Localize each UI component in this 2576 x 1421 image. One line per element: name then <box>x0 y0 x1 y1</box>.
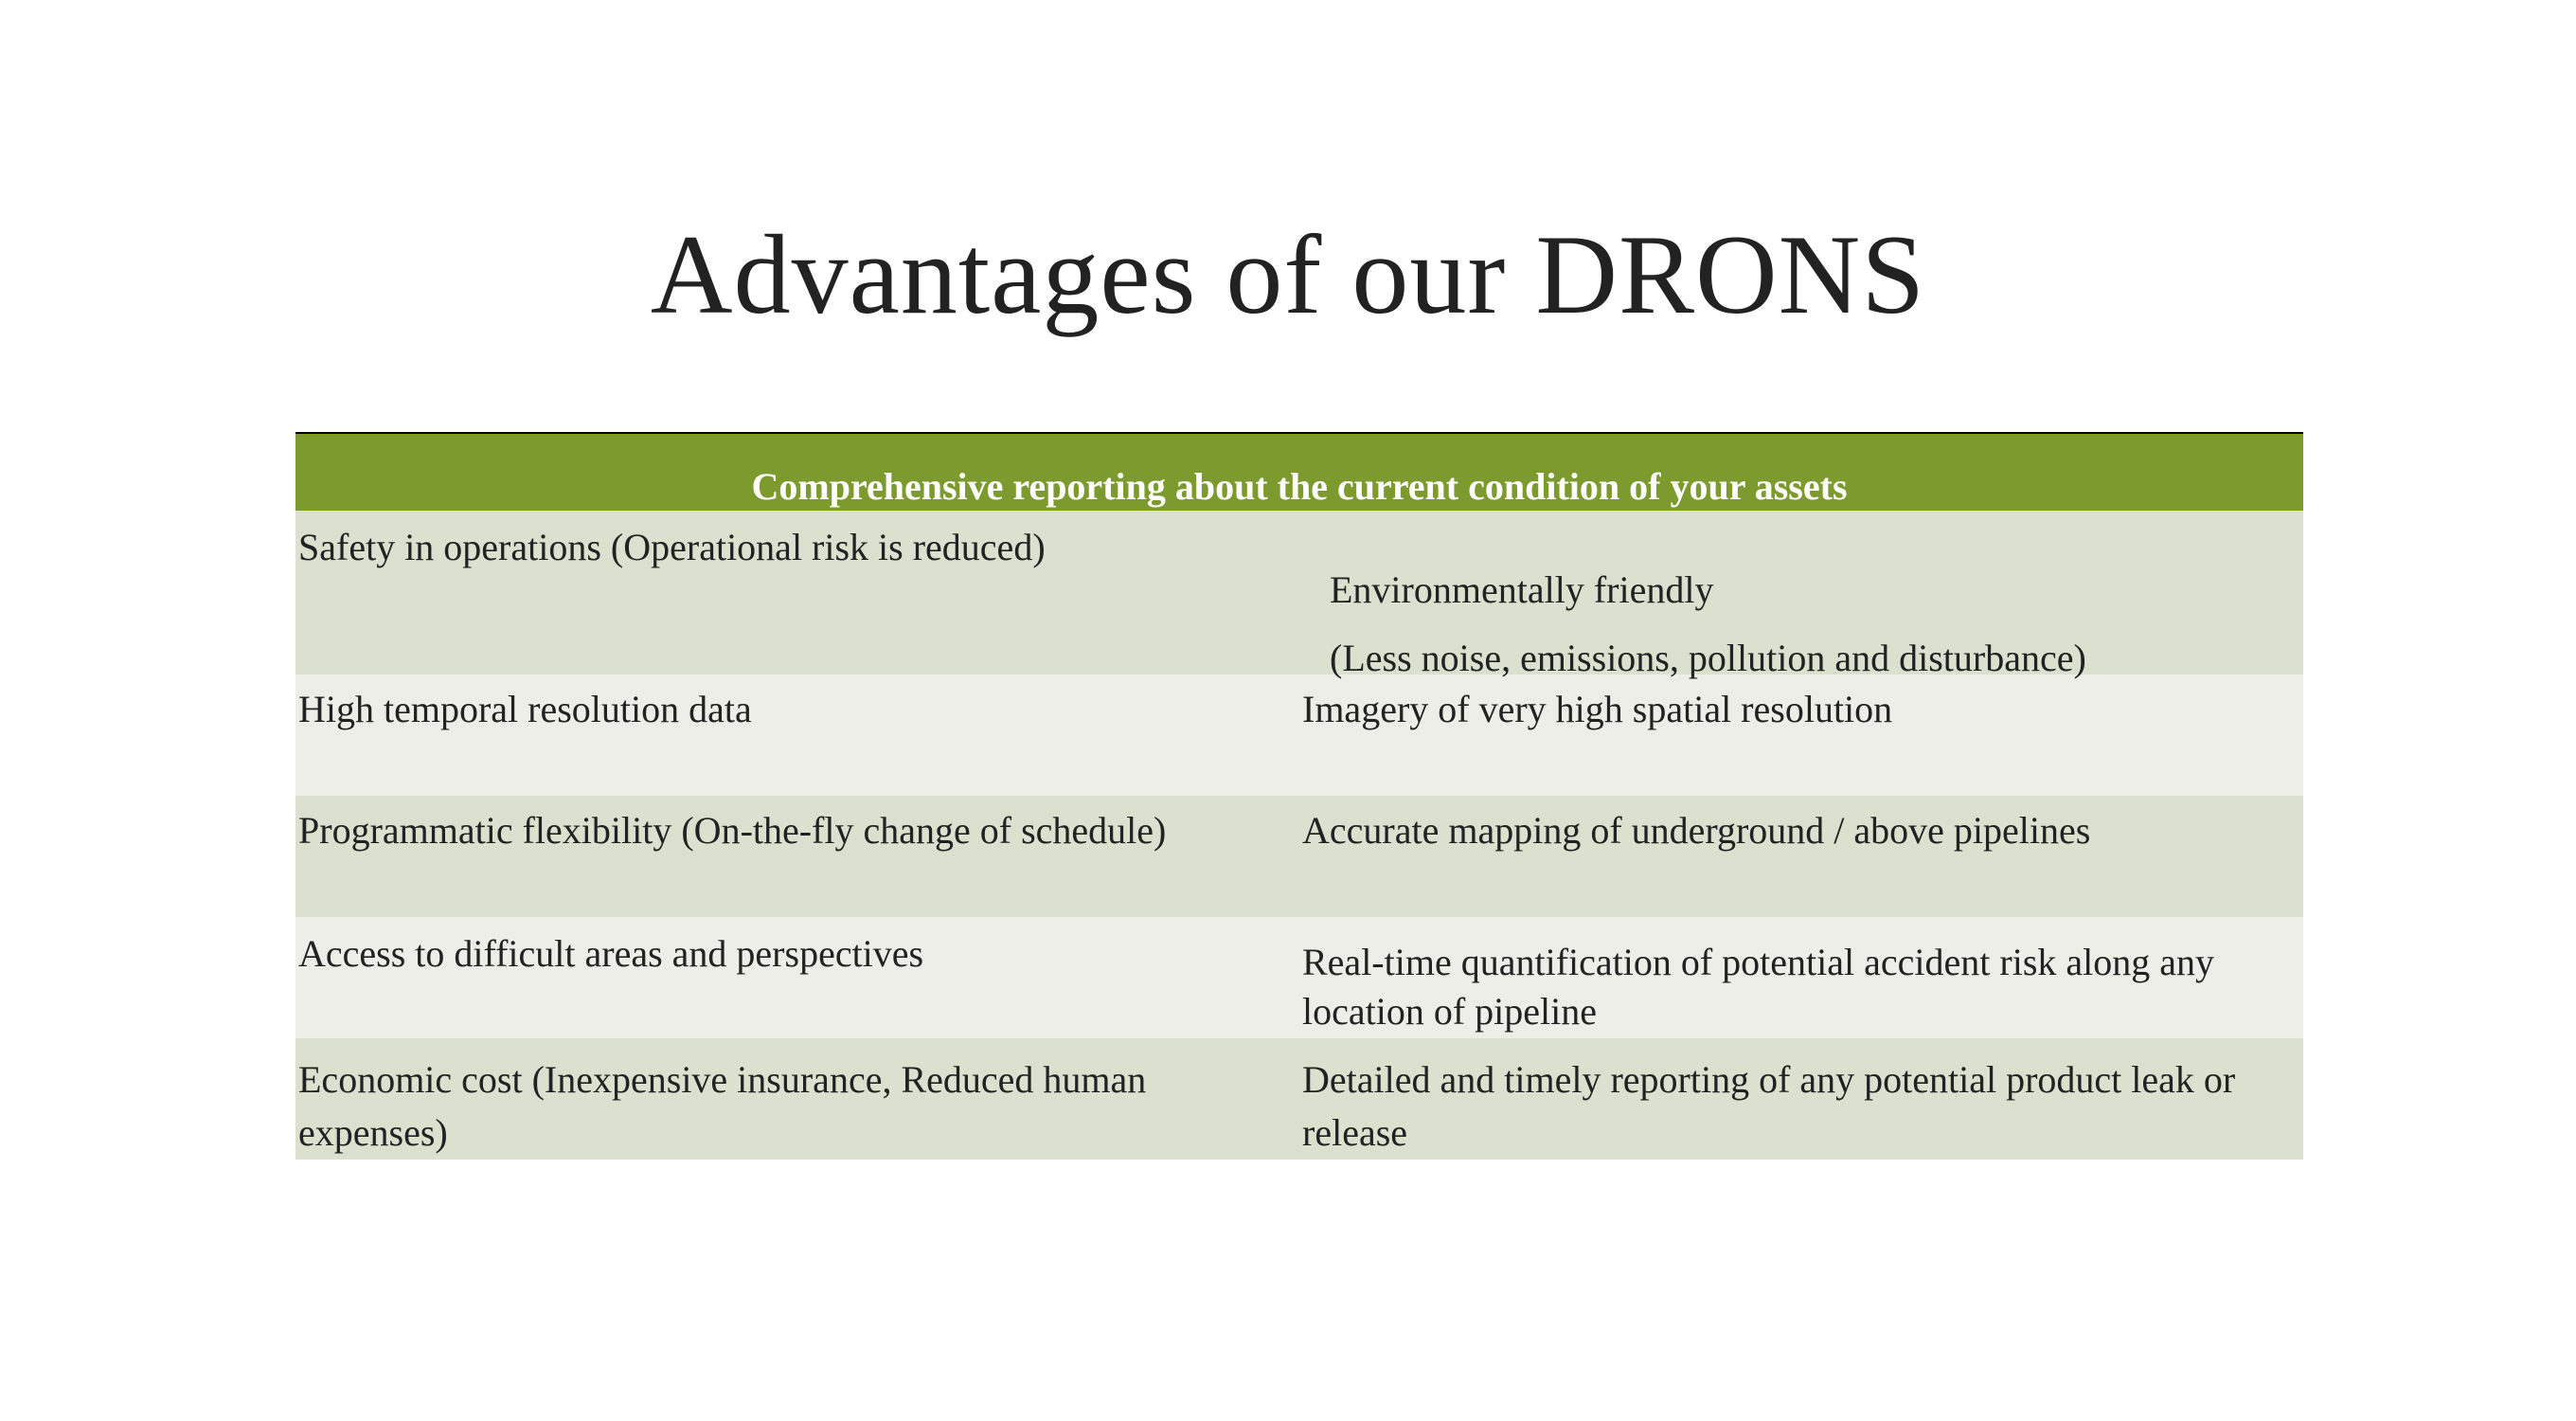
table-cell-left: Programmatic flexibility (On-the-fly change of schedule) <box>298 809 1167 852</box>
table-cell-left: High temporal resolution data <box>298 688 752 730</box>
table-row <box>295 917 2303 1038</box>
cell-line: Environmentally friendly <box>1330 568 1714 611</box>
table-cell-right <box>1299 511 2303 679</box>
advantages-table <box>295 432 2303 1160</box>
slide-title: Advantages of our DRONS <box>650 211 1926 337</box>
table-cell-right: Imagery of very high spatial resolution <box>1302 688 1893 730</box>
table-header: Comprehensive reporting about the current condition of your assets <box>295 434 2303 511</box>
table-row <box>295 796 2303 917</box>
table-row <box>295 675 2303 796</box>
table-cell-right: Accurate mapping of underground / above pipelines <box>1302 809 2091 852</box>
table-row <box>295 1038 2303 1160</box>
table-cell-right: Real-time quantification of potential accident risk along any location of pipeline <box>1302 941 2215 1033</box>
cell-line: (Less noise, emissions, pollution and disturbance) <box>1330 637 2086 679</box>
table-cell-left: Access to difficult areas and perspectives <box>298 932 924 975</box>
table-cell-left: Economic cost (Inexpensive insurance, Reduced human expenses) <box>298 1058 1147 1154</box>
table-cell-left: Safety in operations (Operational risk is reduced) <box>298 526 1046 568</box>
table-cell-right: Detailed and timely reporting of any potential product leak or release <box>1302 1058 2236 1154</box>
table-row <box>295 511 2303 679</box>
